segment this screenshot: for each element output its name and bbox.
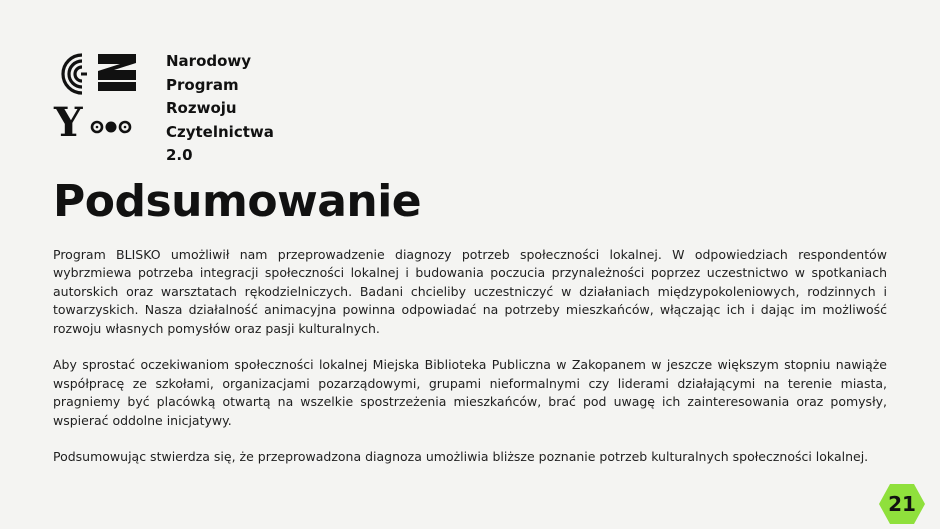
summary-text <box>53 246 887 485</box>
page-number-badge <box>878 483 926 525</box>
page-number: 21 <box>888 492 916 516</box>
program-name <box>166 50 274 168</box>
program-name-line: Czytelnictwa <box>166 122 274 141</box>
program-name-line: Narodowy <box>166 52 252 70</box>
logo-mark-icon <box>52 50 142 140</box>
program-name-line: Rozwoju <box>166 99 237 117</box>
program-name-line: 2.0 <box>166 146 193 164</box>
paragraph: Podsumowując stwierdza się, że przeprowadzona diagnoza umożliwia bliższe poznanie potrzeb kulturalnych społeczności lokalnej. <box>53 449 869 465</box>
svg-text:Y: Y <box>54 99 83 140</box>
program-name-line: Program <box>166 75 239 94</box>
page-title: Podsumowanie <box>53 176 422 227</box>
paragraph: Aby sprostać oczekiwaniom społeczności lokalnej Miejska Biblioteka Publiczna w Zakopanem w jeszcze większym stopniu nawiąże współpracę ze szkołami, organizacjami pozarządowymi, grupami nieformalnymi czy liderami działającymi na terenie miasta, pragniemy być placówką otwartą na wszelkie spostrzeżenia mieszkańców, brać pod uwagę ich zainteresowania oraz pomysły, wspierać oddolne inicjatywy. <box>53 357 887 428</box>
program-logo <box>52 50 142 140</box>
paragraph: Program BLISKO umożliwił nam przeprowadzenie diagnozy potrzeb społeczności lokalnej. W odpowiedziach respondentów wybrzmiewa potrzeba integracji społeczności lokalnej i budowania poczucia przynależności poprzez uczestnictwo w spotkaniach autorskich oraz warsztatach rękodzielniczych. Badani chcieliby uczestniczyć w działaniach międzypokoleniowych, rodzinnych i towarzyskich. Nasza działalność animacyjna powinna odpowiadać na potrzeby mieszkańców, włączając ich i dając im możliwość rozwoju własnych pomysłów oraz pasji kulturalnych. <box>53 247 887 336</box>
